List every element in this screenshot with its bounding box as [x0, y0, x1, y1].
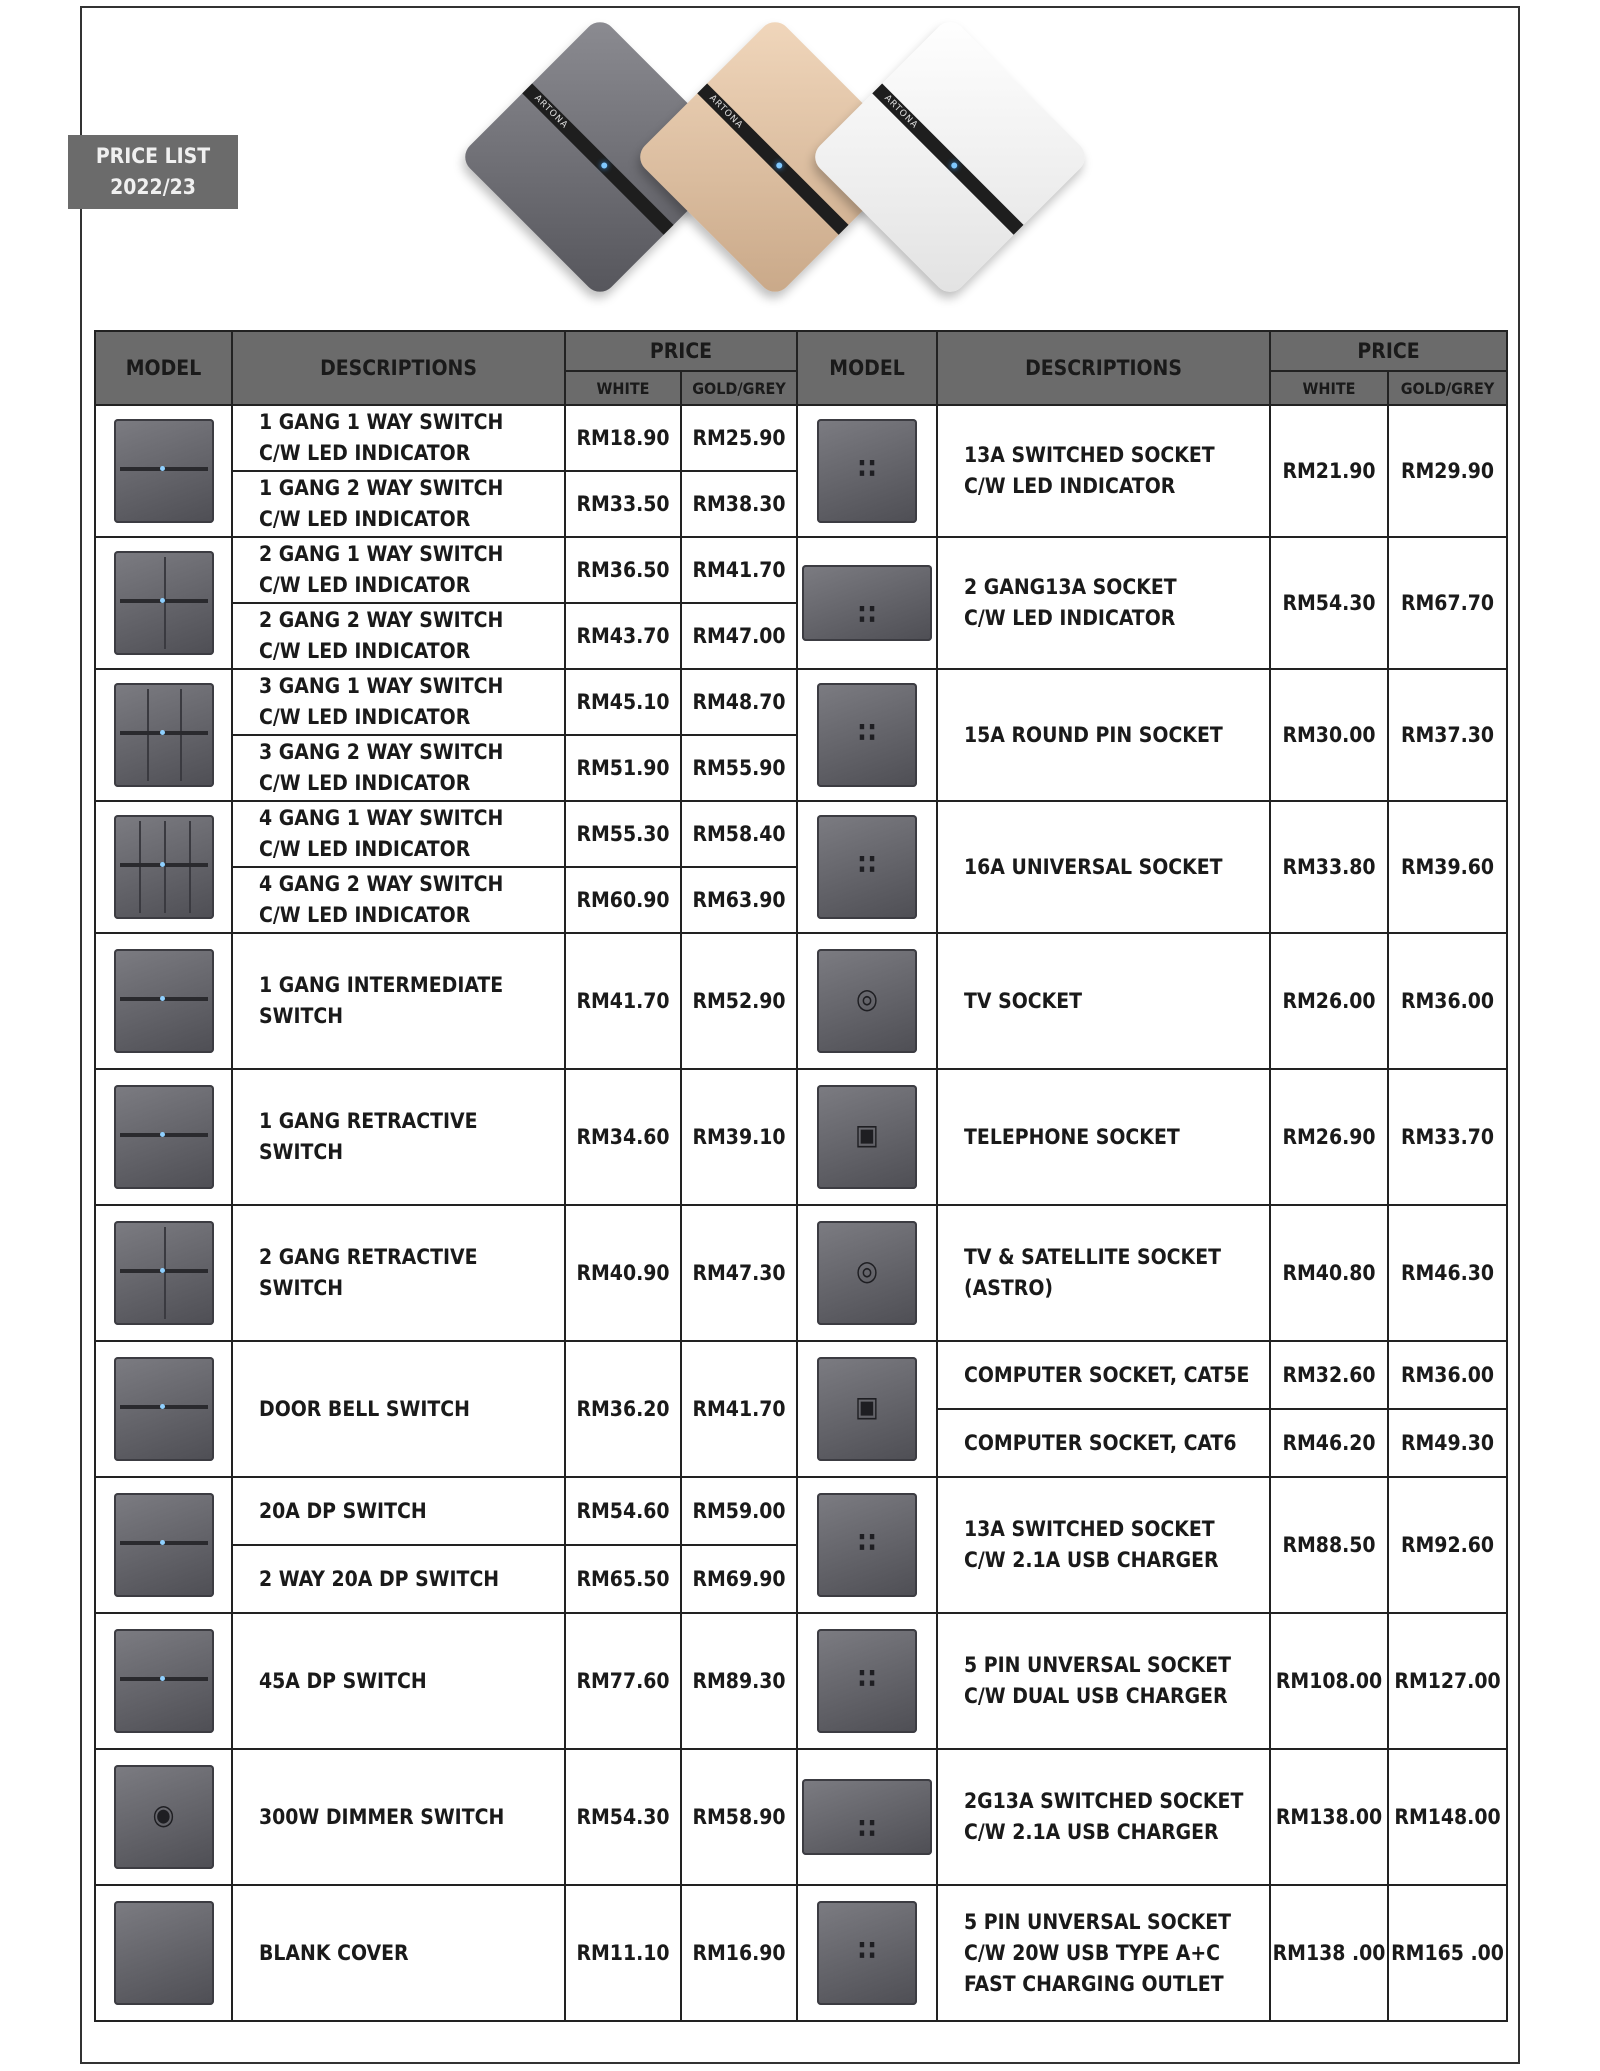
description-line: C/W LED INDICATOR — [259, 573, 471, 597]
16a-universal-socket-icon: ∷ — [817, 815, 917, 919]
description-line: TV SOCKET — [964, 988, 1083, 1013]
price-white: RM21.90 — [1270, 405, 1388, 537]
price-white: RM45.10 — [565, 669, 681, 735]
description-line: 5 PIN UNVERSAL SOCKET — [964, 1909, 1232, 1934]
description-line: 3 GANG 1 WAY SWITCH — [259, 674, 504, 698]
3-gang-switch-icon — [114, 683, 214, 787]
price-white: RM40.90 — [565, 1205, 681, 1341]
product-description — [232, 867, 565, 933]
header-white: WHITE — [1270, 371, 1388, 405]
product-description — [232, 1545, 565, 1613]
dp-switch-icon — [114, 1493, 214, 1597]
price-gold-grey: RM48.70 — [681, 669, 797, 735]
1-gang-switch-icon — [114, 419, 214, 523]
model-image-cell — [95, 1613, 232, 1749]
description-line: C/W LED INDICATOR — [964, 474, 1176, 498]
description-line: 45A DP SWITCH — [259, 1668, 427, 1693]
price-gold-grey: RM59.00 — [681, 1477, 797, 1545]
product-description — [232, 735, 565, 801]
description-line: 2 GANG 2 WAY SWITCH — [259, 608, 504, 632]
2-gang-13a-socket-icon: ∷ — [802, 565, 932, 641]
hero-product-image — [470, 12, 1130, 302]
model-image-cell — [95, 1477, 232, 1613]
description-line: 300W DIMMER SWITCH — [259, 1804, 505, 1829]
description-line: C/W 2.1A USB CHARGER — [964, 1820, 1219, 1844]
tv-socket-icon: ◎ — [817, 949, 917, 1053]
description-line: COMPUTER SOCKET, CAT5E — [964, 1362, 1250, 1387]
table-row — [95, 1613, 1507, 1749]
description-line: 5 PIN UNVERSAL SOCKET — [964, 1653, 1232, 1677]
product-description — [232, 1613, 565, 1749]
table-row — [95, 1341, 1507, 1409]
price-gold-grey: RM36.00 — [1388, 1341, 1507, 1409]
price-gold-grey: RM41.70 — [681, 537, 797, 603]
product-description — [937, 1885, 1270, 2021]
table-row — [95, 405, 1507, 471]
4-gang-switch-icon — [114, 815, 214, 919]
model-image-cell — [797, 405, 937, 537]
price-white: RM46.20 — [1270, 1409, 1388, 1477]
product-description — [937, 1409, 1270, 1477]
product-description — [232, 405, 565, 471]
description-line: 15A ROUND PIN SOCKET — [964, 722, 1223, 747]
product-description — [937, 1069, 1270, 1205]
price-gold-grey: RM46.30 — [1388, 1205, 1507, 1341]
brand-label: ARTONA — [707, 93, 745, 132]
description-line: SWITCH — [259, 1276, 344, 1300]
description-line: C/W 20W USB TYPE A+C — [964, 1940, 1221, 1965]
table-row — [95, 801, 1507, 867]
price-white: RM36.20 — [565, 1341, 681, 1477]
product-description — [232, 1885, 565, 2021]
description-line: TELEPHONE SOCKET — [964, 1124, 1180, 1149]
description-line: 1 GANG RETRACTIVE — [259, 1109, 478, 1133]
price-gold-grey: RM39.10 — [681, 1069, 797, 1205]
price-white: RM55.30 — [565, 801, 681, 867]
description-line: C/W LED INDICATOR — [259, 507, 471, 531]
retractive-switch-icon — [114, 1085, 214, 1189]
table-row — [95, 1477, 1507, 1545]
price-gold-grey: RM47.00 — [681, 603, 797, 669]
description-line: TV & SATELLITE SOCKET — [964, 1245, 1221, 1269]
product-description — [232, 1341, 565, 1477]
dimmer-switch-icon: ◉ — [114, 1765, 214, 1869]
price-white: RM138 .00 — [1270, 1885, 1388, 2021]
description-line: 16A UNIVERSAL SOCKET — [964, 854, 1223, 879]
product-description — [232, 669, 565, 735]
5-pin-usb-socket-icon: ∷ — [817, 1629, 917, 1733]
header-gold-grey: GOLD/GREY — [1388, 371, 1507, 405]
header-white: WHITE — [565, 371, 681, 405]
header-descriptions: DESCRIPTIONS — [232, 331, 565, 405]
tv-satellite-socket-icon: ◎ — [817, 1221, 917, 1325]
model-image-cell — [95, 1205, 232, 1341]
header-price: PRICE — [1270, 331, 1507, 371]
description-line: 13A SWITCHED SOCKET — [964, 443, 1215, 467]
description-line: 2 GANG 1 WAY SWITCH — [259, 542, 504, 566]
45a-dp-switch-icon — [114, 1629, 214, 1733]
price-gold-grey: RM52.90 — [681, 933, 797, 1069]
table-row — [95, 933, 1507, 1069]
header-model: MODEL — [797, 331, 937, 405]
product-description — [232, 1205, 565, 1341]
model-image-cell — [95, 1749, 232, 1885]
2-gang-switch-icon — [114, 551, 214, 655]
table-row — [95, 1749, 1507, 1885]
price-white: RM51.90 — [565, 735, 681, 801]
intermediate-switch-icon — [114, 949, 214, 1053]
table-row — [95, 1069, 1507, 1205]
product-description — [937, 405, 1270, 537]
description-line: 2 GANG RETRACTIVE — [259, 1245, 478, 1269]
brand-label: ARTONA — [532, 93, 570, 132]
model-image-cell — [797, 1205, 937, 1341]
description-line: 2G13A SWITCHED SOCKET — [964, 1789, 1244, 1813]
price-white: RM138.00 — [1270, 1749, 1388, 1885]
product-description — [937, 1477, 1270, 1613]
description-line: SWITCH — [259, 1004, 344, 1028]
price-white: RM32.60 — [1270, 1341, 1388, 1409]
model-image-cell — [797, 537, 937, 669]
price-gold-grey: RM38.30 — [681, 471, 797, 537]
price-gold-grey: RM29.90 — [1388, 405, 1507, 537]
product-description — [232, 603, 565, 669]
price-gold-grey: RM37.30 — [1388, 669, 1507, 801]
price-white: RM54.30 — [1270, 537, 1388, 669]
model-image-cell — [95, 537, 232, 669]
price-white: RM60.90 — [565, 867, 681, 933]
price-white: RM11.10 — [565, 1885, 681, 2021]
description-line: COMPUTER SOCKET, CAT6 — [964, 1430, 1237, 1455]
table-row — [95, 1885, 1507, 2021]
white-switch-plate — [809, 16, 1092, 299]
description-line: 13A SWITCHED SOCKET — [964, 1517, 1215, 1541]
price-gold-grey: RM49.30 — [1388, 1409, 1507, 1477]
product-description — [937, 537, 1270, 669]
price-gold-grey: RM148.00 — [1388, 1749, 1507, 1885]
model-image-cell — [95, 1341, 232, 1477]
5-pin-fast-charging-socket-icon: ∷ — [817, 1901, 917, 2005]
price-gold-grey: RM165 .00 — [1388, 1885, 1507, 2021]
2-gang-retractive-switch-icon — [114, 1221, 214, 1325]
description-line: 20A DP SWITCH — [259, 1498, 427, 1523]
price-gold-grey: RM25.90 — [681, 405, 797, 471]
header-gold-grey: GOLD/GREY — [681, 371, 797, 405]
price-table — [94, 330, 1508, 2022]
price-white: RM77.60 — [565, 1613, 681, 1749]
model-image-cell — [797, 1885, 937, 2021]
door-bell-switch-icon — [114, 1357, 214, 1461]
product-description — [937, 1613, 1270, 1749]
description-line: 3 GANG 2 WAY SWITCH — [259, 740, 504, 764]
description-line: SWITCH — [259, 1140, 344, 1164]
header-descriptions: DESCRIPTIONS — [937, 331, 1270, 405]
badge-title: PRICE LIST — [95, 144, 211, 168]
model-image-cell — [797, 669, 937, 801]
description-line: 1 GANG 2 WAY SWITCH — [259, 476, 504, 500]
product-description — [937, 1205, 1270, 1341]
model-image-cell — [95, 1885, 232, 2021]
price-gold-grey: RM67.70 — [1388, 537, 1507, 669]
description-line: C/W LED INDICATOR — [259, 441, 471, 465]
model-image-cell — [95, 1069, 232, 1205]
price-white: RM54.30 — [565, 1749, 681, 1885]
price-white: RM33.50 — [565, 471, 681, 537]
table-row — [95, 537, 1507, 603]
product-description — [937, 669, 1270, 801]
description-line: 1 GANG INTERMEDIATE — [259, 973, 504, 997]
description-line: 4 GANG 2 WAY SWITCH — [259, 872, 504, 896]
price-gold-grey: RM55.90 — [681, 735, 797, 801]
price-white: RM40.80 — [1270, 1205, 1388, 1341]
price-white: RM33.80 — [1270, 801, 1388, 933]
price-gold-grey: RM63.90 — [681, 867, 797, 933]
product-description — [937, 801, 1270, 933]
price-white: RM36.50 — [565, 537, 681, 603]
description-line: BLANK COVER — [259, 1940, 409, 1965]
table-row — [95, 669, 1507, 735]
price-gold-grey: RM92.60 — [1388, 1477, 1507, 1613]
badge-year: 2022/23 — [110, 175, 196, 199]
description-line: 2 GANG13A SOCKET — [964, 575, 1177, 599]
price-white: RM54.60 — [565, 1477, 681, 1545]
header-model: MODEL — [95, 331, 232, 405]
description-line: 4 GANG 1 WAY SWITCH — [259, 806, 504, 830]
description-line: C/W LED INDICATOR — [964, 606, 1176, 630]
description-line: C/W LED INDICATOR — [259, 771, 471, 795]
15a-round-pin-socket-icon: ∷ — [817, 683, 917, 787]
description-line: C/W 2.1A USB CHARGER — [964, 1548, 1219, 1572]
product-description — [232, 1749, 565, 1885]
price-white: RM108.00 — [1270, 1613, 1388, 1749]
price-white: RM65.50 — [565, 1545, 681, 1613]
description-line: C/W LED INDICATOR — [259, 705, 471, 729]
model-image-cell — [797, 1477, 937, 1613]
description-line: C/W DUAL USB CHARGER — [964, 1684, 1228, 1708]
model-image-cell — [797, 1613, 937, 1749]
product-description — [232, 1477, 565, 1545]
price-white: RM18.90 — [565, 405, 681, 471]
product-description — [232, 1069, 565, 1205]
description-line: FAST CHARGING OUTLET — [964, 1971, 1224, 1996]
model-image-cell — [95, 933, 232, 1069]
model-image-cell — [797, 801, 937, 933]
price-gold-grey: RM89.30 — [681, 1613, 797, 1749]
price-white: RM88.50 — [1270, 1477, 1388, 1613]
price-white: RM26.00 — [1270, 933, 1388, 1069]
price-gold-grey: RM33.70 — [1388, 1069, 1507, 1205]
product-description — [232, 933, 565, 1069]
model-image-cell — [797, 1749, 937, 1885]
13a-socket-icon: ∷ — [817, 419, 917, 523]
price-gold-grey: RM69.90 — [681, 1545, 797, 1613]
description-line: 1 GANG 1 WAY SWITCH — [259, 410, 504, 434]
description-line: 2 WAY 20A DP SWITCH — [259, 1566, 500, 1591]
description-line: DOOR BELL SWITCH — [259, 1396, 470, 1421]
model-image-cell — [95, 669, 232, 801]
price-gold-grey: RM39.60 — [1388, 801, 1507, 933]
model-image-cell — [797, 1069, 937, 1205]
brand-label: ARTONA — [882, 93, 920, 132]
model-image-cell — [797, 933, 937, 1069]
price-gold-grey: RM47.30 — [681, 1205, 797, 1341]
model-image-cell — [95, 405, 232, 537]
price-white: RM43.70 — [565, 603, 681, 669]
blank-cover-icon — [114, 1901, 214, 2005]
description-line: (ASTRO) — [964, 1276, 1054, 1300]
price-gold-grey: RM36.00 — [1388, 933, 1507, 1069]
price-gold-grey: RM41.70 — [681, 1341, 797, 1477]
telephone-socket-icon: ▣ — [817, 1085, 917, 1189]
header-price: PRICE — [565, 331, 797, 371]
description-line: C/W LED INDICATOR — [259, 639, 471, 663]
product-description — [937, 1341, 1270, 1409]
description-line: C/W LED INDICATOR — [259, 903, 471, 927]
price-white: RM34.60 — [565, 1069, 681, 1205]
table-row — [95, 1205, 1507, 1341]
2g13a-usb-socket-icon: ∷ — [802, 1779, 932, 1855]
description-line: C/W LED INDICATOR — [259, 837, 471, 861]
price-gold-grey: RM16.90 — [681, 1885, 797, 2021]
price-white: RM41.70 — [565, 933, 681, 1069]
price-list-badge — [68, 135, 238, 209]
price-gold-grey: RM58.90 — [681, 1749, 797, 1885]
model-image-cell — [95, 801, 232, 933]
product-description — [937, 1749, 1270, 1885]
price-gold-grey: RM58.40 — [681, 801, 797, 867]
price-gold-grey: RM127.00 — [1388, 1613, 1507, 1749]
price-white: RM26.90 — [1270, 1069, 1388, 1205]
price-white: RM30.00 — [1270, 669, 1388, 801]
model-image-cell — [797, 1341, 937, 1477]
usb-socket-icon: ∷ — [817, 1493, 917, 1597]
computer-socket-icon: ▣ — [817, 1357, 917, 1461]
product-description — [937, 933, 1270, 1069]
product-description — [232, 801, 565, 867]
product-description — [232, 471, 565, 537]
product-description — [232, 537, 565, 603]
